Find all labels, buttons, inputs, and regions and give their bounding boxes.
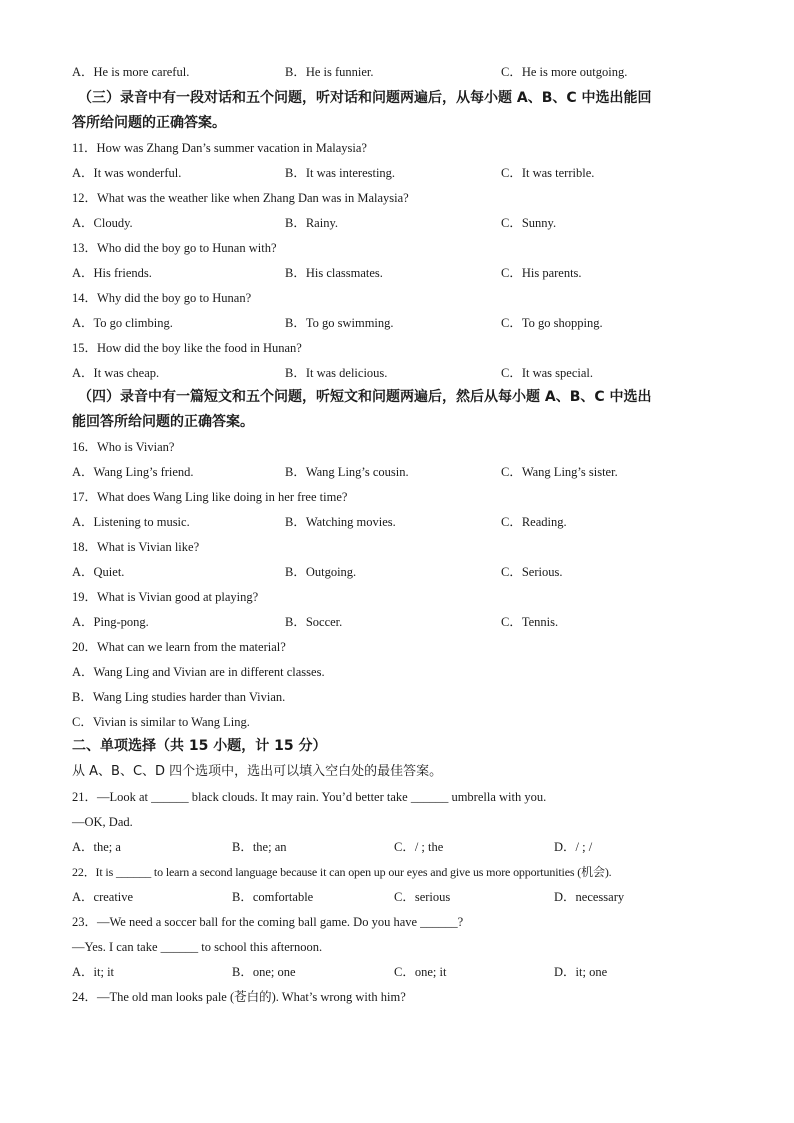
question-13-options xyxy=(72,261,734,286)
question-12: 12．What was the weather like when Zhang Dan was in Malaysia? xyxy=(72,191,409,205)
question-18: 18．What is Vivian like? xyxy=(72,540,200,554)
question-12-options xyxy=(72,211,734,236)
question-20: 20．What can we learn from the material? xyxy=(72,640,286,654)
option-c: C．serious xyxy=(394,890,451,904)
option-b: B．To go swimming. xyxy=(285,316,394,330)
part4-heading-line2: 能回答所给问题的正确答案。 xyxy=(72,414,254,430)
question-20-option-b: B．Wang Ling studies harder than Vivian. xyxy=(72,690,286,704)
option-c: C．/ ; the xyxy=(394,840,444,854)
option-c: C．His parents. xyxy=(501,266,582,280)
question-24: 24．—The old man looks pale (苍白的). What’s wrong with him? xyxy=(72,990,406,1004)
question-22-options xyxy=(72,885,734,910)
question-14-options xyxy=(72,311,734,336)
question-18-options xyxy=(72,560,734,585)
section2-instruction: 从 A、B、C、D 四个选项中，选出可以填入空白处的最佳答案。 xyxy=(72,764,443,779)
question-21: 21．—Look at ______ black clouds. It may rain. You’d better take ______ umbrella with you. xyxy=(72,790,547,804)
option-b: B．Outgoing. xyxy=(285,565,357,579)
question-21-reply: —OK, Dad. xyxy=(72,815,133,829)
question-19: 19．What is Vivian good at playing? xyxy=(72,590,259,604)
option-b: B．the; an xyxy=(232,840,287,854)
question-22: 22．It is ______ to learn a second language because it can open up our eyes and give us more opportunities (机会). xyxy=(72,865,612,879)
option-a: A．Ping-pong. xyxy=(72,615,149,629)
option-b: B．Soccer. xyxy=(285,615,343,629)
question-20-option-a: A．Wang Ling and Vivian are in different classes. xyxy=(72,665,325,679)
question-10-options xyxy=(72,60,734,85)
question-16: 16．Who is Vivian? xyxy=(72,440,175,454)
option-b: B．It was delicious. xyxy=(285,366,388,380)
option-a: A．Cloudy. xyxy=(72,216,133,230)
option-a: A．It was wonderful. xyxy=(72,166,182,180)
part3-heading-line1: （三）录音中有一段对话和五个问题，听对话和问题两遍后，从每小题 A、B、C 中选出能回 xyxy=(78,90,652,106)
option-a: A．creative xyxy=(72,890,134,904)
option-b: B．Wang Ling’s cousin. xyxy=(285,465,409,479)
option-a: A．the; a xyxy=(72,840,121,854)
question-23: 23．—We need a soccer ball for the coming ball game. Do you have ______? xyxy=(72,915,464,929)
option-d: D．it; one xyxy=(554,965,608,979)
question-14: 14．Why did the boy go to Hunan? xyxy=(72,291,252,305)
option-b: B．Watching movies. xyxy=(285,515,396,529)
option-d: D．necessary xyxy=(554,890,625,904)
option-c: C．He is more outgoing. xyxy=(501,65,628,79)
option-c: C．It was special. xyxy=(501,366,593,380)
option-a: A．Wang Ling’s friend. xyxy=(72,465,194,479)
option-a: A．it; it xyxy=(72,965,115,979)
option-a: A．It was cheap. xyxy=(72,366,160,380)
question-15-options xyxy=(72,361,734,386)
question-17-options xyxy=(72,510,734,535)
option-b: B．comfortable xyxy=(232,890,314,904)
option-d: D．/ ; / xyxy=(554,840,593,854)
option-b: B．He is funnier. xyxy=(285,65,374,79)
question-21-options xyxy=(72,835,734,860)
option-a: A．His friends. xyxy=(72,266,152,280)
question-19-options xyxy=(72,610,734,635)
option-c: C．It was terrible. xyxy=(501,166,595,180)
option-b: B．one; one xyxy=(232,965,296,979)
option-a: A．To go climbing. xyxy=(72,316,173,330)
question-23-reply: —Yes. I can take ______ to school this afternoon. xyxy=(72,940,323,954)
part3-heading-line2: 答所给问题的正确答案。 xyxy=(72,115,226,131)
question-23-options xyxy=(72,960,734,985)
option-a: A．Quiet. xyxy=(72,565,125,579)
option-c: C．To go shopping. xyxy=(501,316,603,330)
option-b: B．His classmates. xyxy=(285,266,383,280)
question-13: 13．Who did the boy go to Hunan with? xyxy=(72,241,277,255)
question-20-option-c: C．Vivian is similar to Wang Ling. xyxy=(72,715,250,729)
section2-title: 二、单项选择（共 15 小题，计 15 分） xyxy=(72,738,327,754)
question-11-options xyxy=(72,161,734,186)
option-c: C．Tennis. xyxy=(501,615,559,629)
option-a: A．Listening to music. xyxy=(72,515,190,529)
option-b: B．It was interesting. xyxy=(285,166,396,180)
option-a: A．He is more careful. xyxy=(72,65,190,79)
part4-heading-line1: （四）录音中有一篇短文和五个问题，听短文和问题两遍后，然后从每小题 A、B、C 中选出 xyxy=(78,389,652,405)
option-c: C．one; it xyxy=(394,965,447,979)
option-c: C．Wang Ling’s sister. xyxy=(501,465,618,479)
question-11: 11．How was Zhang Dan’s summer vacation in Malaysia? xyxy=(72,141,367,155)
question-17: 17．What does Wang Ling like doing in her free time? xyxy=(72,490,348,504)
option-b: B．Rainy. xyxy=(285,216,339,230)
option-c: C．Serious. xyxy=(501,565,563,579)
question-16-options xyxy=(72,460,734,485)
option-c: C．Sunny. xyxy=(501,216,557,230)
option-c: C．Reading. xyxy=(501,515,567,529)
question-15: 15．How did the boy like the food in Hunan? xyxy=(72,341,302,355)
